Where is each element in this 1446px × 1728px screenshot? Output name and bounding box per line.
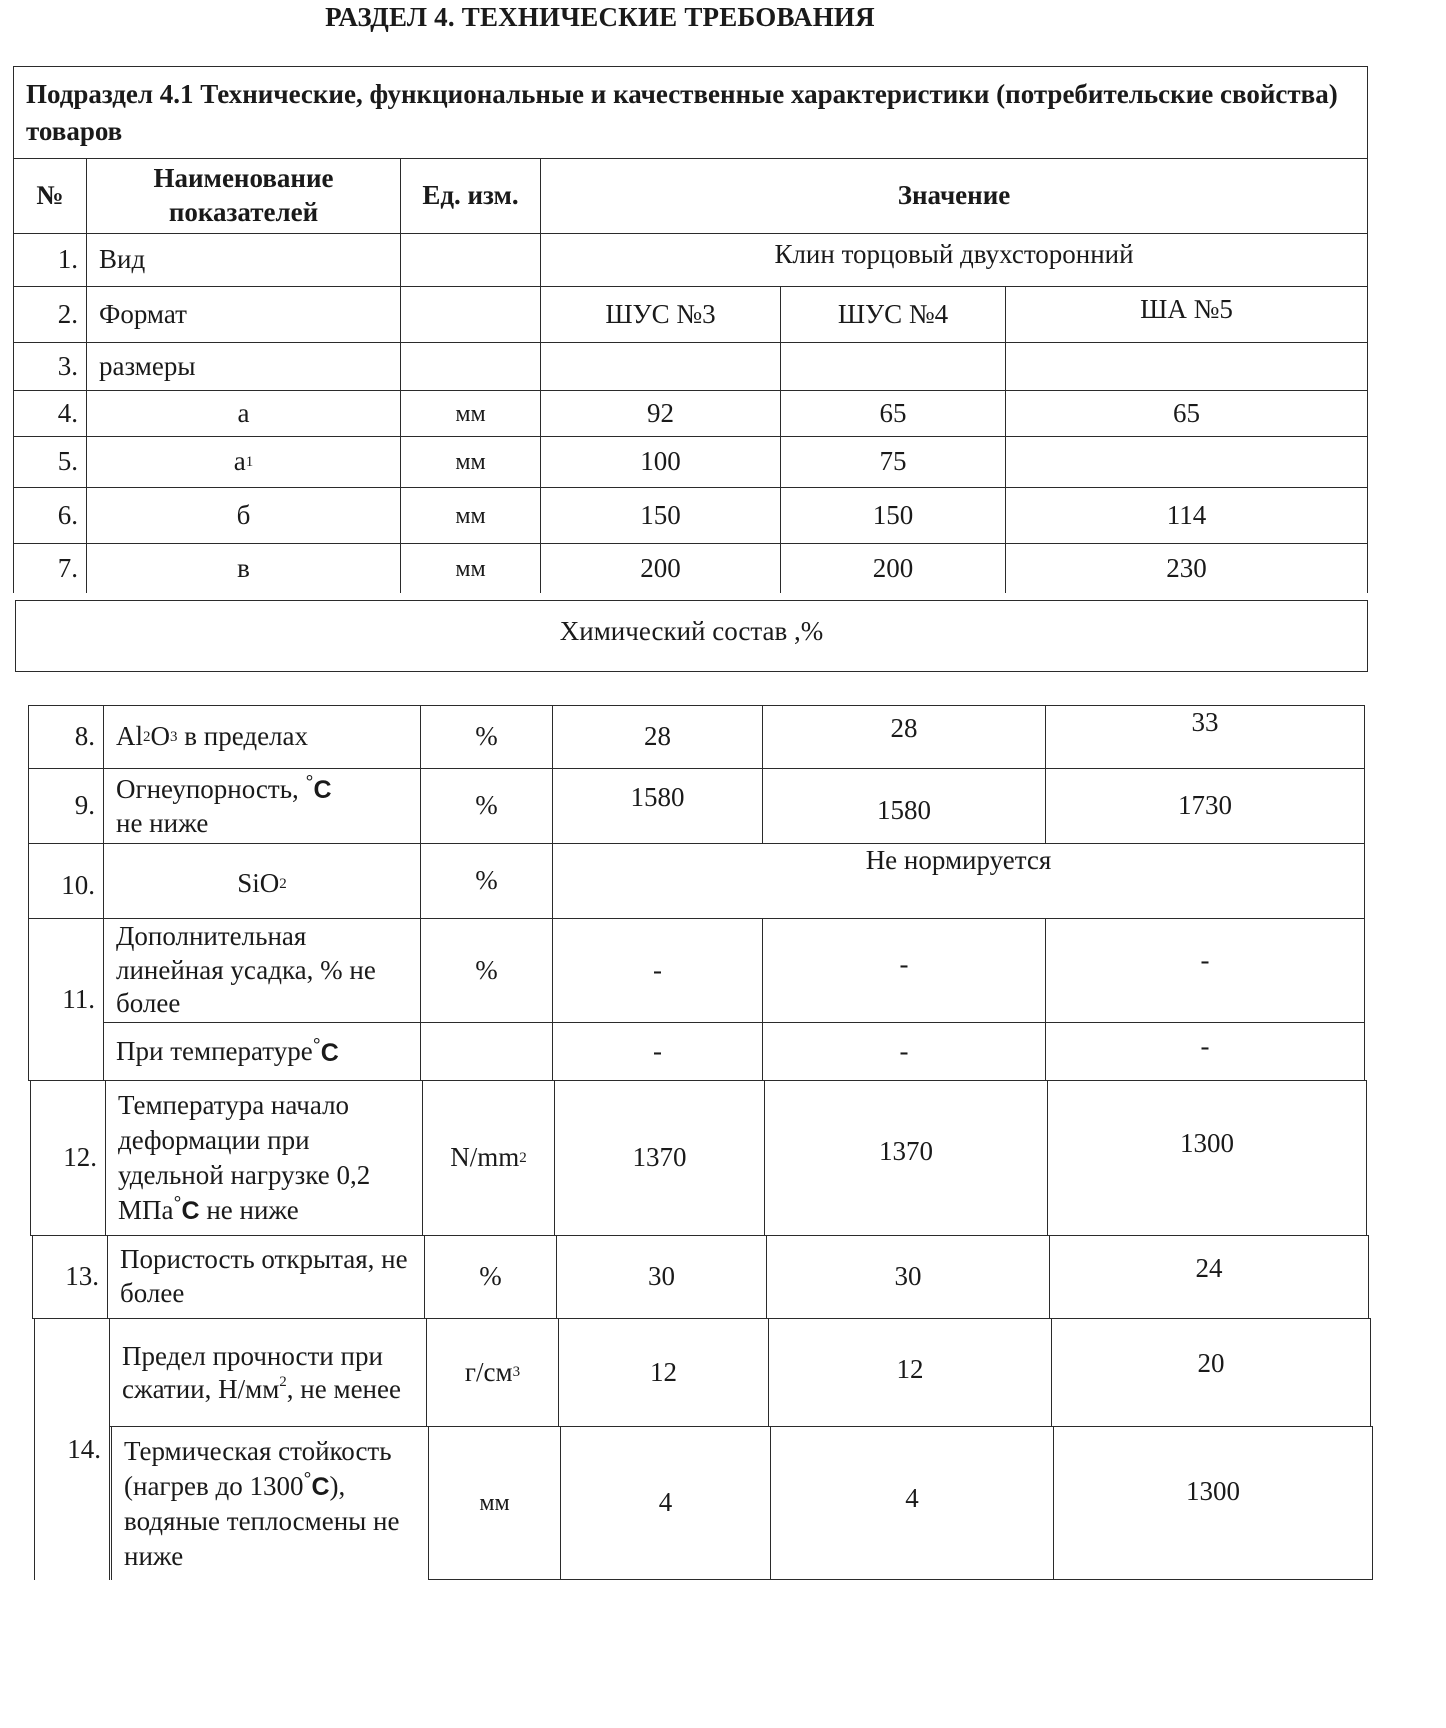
name-part: Предел прочности при сжатии, Н/мм bbox=[122, 1340, 383, 1404]
row-value: - bbox=[552, 1022, 763, 1081]
name-part: Температура начало деформации при удельной нагрузке 0,2 МПа bbox=[118, 1090, 371, 1226]
row-name: Вид bbox=[86, 233, 401, 287]
row-num: 13. bbox=[32, 1235, 108, 1319]
row-value: 4 bbox=[770, 1426, 1054, 1580]
section-title: РАЗДЕЛ 4. ТЕХНИЧЕСКИЕ ТРЕБОВАНИЯ bbox=[325, 2, 875, 32]
row-name-base: а bbox=[233, 446, 246, 477]
name-part: Огнеупорность, bbox=[116, 774, 299, 805]
row-num: 10. bbox=[28, 843, 104, 919]
row-num: 11. bbox=[28, 918, 104, 1081]
row-num: 9. bbox=[28, 768, 104, 844]
name-part: Al bbox=[116, 721, 143, 752]
chemical-composition-band: Химический состав ,% bbox=[15, 600, 1368, 672]
row-unit: мм bbox=[400, 543, 541, 593]
row-num: 12. bbox=[30, 1080, 106, 1236]
name-subscript: 2 bbox=[143, 728, 151, 745]
row-value bbox=[1005, 342, 1368, 391]
row-value: 1300 bbox=[1047, 1080, 1367, 1236]
row-value: 33 bbox=[1045, 705, 1365, 769]
row-name bbox=[103, 768, 421, 844]
row-name: Предел прочности при сжатии, $Н/мм^2$, не менее bbox=[109, 1318, 427, 1427]
row-unit bbox=[420, 1022, 553, 1081]
row-value: 1370 bbox=[554, 1080, 765, 1236]
row-name: Дополнительная линейная усадка, % не более bbox=[103, 918, 421, 1023]
row-num: 5. bbox=[13, 436, 87, 488]
row-value: 114 bbox=[1005, 487, 1368, 544]
row-unit: % bbox=[420, 843, 553, 919]
name-part: SiO bbox=[237, 868, 280, 899]
name-part: в пределах bbox=[177, 721, 309, 752]
row-num: 2. bbox=[13, 286, 87, 343]
row-value: 12 bbox=[768, 1318, 1052, 1427]
row-value: 100 bbox=[540, 436, 781, 488]
row-value: 1300 bbox=[1053, 1426, 1373, 1580]
row-value: 200 bbox=[780, 543, 1006, 593]
row-unit: % bbox=[420, 918, 553, 1023]
name-part: При температуре bbox=[116, 1035, 313, 1066]
row-num: 14. bbox=[34, 1318, 110, 1580]
row-unit bbox=[400, 342, 541, 391]
row-value: 1580 bbox=[552, 768, 763, 844]
degree-celsius-symbol: °С bbox=[312, 1034, 339, 1067]
row-name: Пористость открытая, не более bbox=[107, 1235, 425, 1319]
row-value: 65 bbox=[1005, 390, 1368, 437]
row-value: 30 bbox=[556, 1235, 767, 1319]
name-part: не ниже bbox=[199, 1195, 299, 1226]
degree-celsius-symbol: °С bbox=[303, 1469, 330, 1502]
row-name: Формат bbox=[86, 286, 401, 343]
header-num: № bbox=[13, 158, 87, 234]
row-name-subscript: 1 bbox=[245, 453, 254, 470]
row-name bbox=[103, 705, 421, 769]
row-value: 65 bbox=[780, 390, 1006, 437]
row-value: 4 bbox=[560, 1426, 771, 1580]
row-unit: г/см 3 bbox=[426, 1318, 559, 1427]
row-num: 7. bbox=[13, 543, 87, 593]
row-subname bbox=[111, 1426, 429, 1580]
row-value: - bbox=[762, 1022, 1046, 1081]
row-name: а bbox=[86, 390, 401, 437]
row-unit: N/mm 2 bbox=[422, 1080, 555, 1236]
row-value: - bbox=[1045, 918, 1365, 1023]
row-value: 28 bbox=[552, 705, 763, 769]
row-value: 230 bbox=[1005, 543, 1368, 593]
name-subscript: 3 bbox=[170, 728, 178, 745]
row-value: 1580 bbox=[762, 768, 1046, 844]
header-unit: Ед. изм. bbox=[400, 158, 541, 234]
row-name bbox=[86, 436, 401, 488]
name-part: ), водяные теплосмены не ниже bbox=[124, 1471, 400, 1571]
row-unit: % bbox=[420, 705, 553, 769]
degree-celsius-symbol: °С bbox=[305, 772, 332, 805]
row-subname bbox=[103, 1022, 421, 1081]
subsection-heading: Подраздел 4.1 Технические, функциональные и качественные характеристики (потребительские свойства) товаров bbox=[13, 66, 1368, 159]
name-part: не ниже bbox=[116, 808, 209, 838]
format-col-1: ШУС №3 bbox=[540, 286, 781, 343]
row-value bbox=[1005, 436, 1368, 488]
row-value: 12 bbox=[558, 1318, 769, 1427]
row-value: - bbox=[1045, 1022, 1365, 1081]
row-name: размеры bbox=[86, 342, 401, 391]
row-value: 1370 bbox=[764, 1080, 1048, 1236]
header-name: Наименование показателей bbox=[86, 158, 401, 234]
row-name bbox=[105, 1080, 423, 1236]
row-value: 24 bbox=[1049, 1235, 1369, 1319]
row-unit: мм bbox=[428, 1426, 561, 1580]
row-value: 92 bbox=[540, 390, 781, 437]
row-unit: мм bbox=[400, 390, 541, 437]
row-value: 150 bbox=[780, 487, 1006, 544]
format-col-2: ШУС №4 bbox=[780, 286, 1006, 343]
row-value: 150 bbox=[540, 487, 781, 544]
name-part: O bbox=[150, 721, 170, 752]
row-value bbox=[780, 342, 1006, 391]
header-value: Значение bbox=[540, 158, 1368, 234]
row-num: 6. bbox=[13, 487, 87, 544]
row-value: 30 bbox=[766, 1235, 1050, 1319]
row-unit: мм bbox=[400, 436, 541, 488]
row-value: - bbox=[552, 918, 763, 1023]
row-value: 200 bbox=[540, 543, 781, 593]
degree-celsius-symbol: °С bbox=[173, 1193, 200, 1226]
row-unit: % bbox=[424, 1235, 557, 1319]
row-unit bbox=[400, 233, 541, 287]
row-value: - bbox=[762, 918, 1046, 1023]
row-name: б bbox=[86, 487, 401, 544]
format-col-3: ША №5 bbox=[1005, 286, 1368, 343]
row-value: 20 bbox=[1051, 1318, 1371, 1427]
row-value: 1730 bbox=[1045, 768, 1365, 844]
row-unit: % bbox=[420, 768, 553, 844]
row-value bbox=[540, 342, 781, 391]
name-part: , не менее bbox=[286, 1373, 401, 1404]
row-unit: мм bbox=[400, 487, 541, 544]
row-merged-value: Клин торцовый двухсторонний bbox=[540, 233, 1368, 287]
row-num: 3. bbox=[13, 342, 87, 391]
row-num: 8. bbox=[28, 705, 104, 769]
row-name: в bbox=[86, 543, 401, 593]
name-subscript: 2 bbox=[279, 875, 287, 892]
row-value: 28 bbox=[762, 705, 1046, 769]
name-part: Термическая стойкость (нагрев до 1300 bbox=[124, 1435, 392, 1502]
row-num: 4. bbox=[13, 390, 87, 437]
row-name bbox=[103, 843, 421, 919]
row-unit bbox=[400, 286, 541, 343]
row-value: 75 bbox=[780, 436, 1006, 488]
row-merged-value: Не нормируется bbox=[552, 843, 1365, 919]
row-num: 1. bbox=[13, 233, 87, 287]
